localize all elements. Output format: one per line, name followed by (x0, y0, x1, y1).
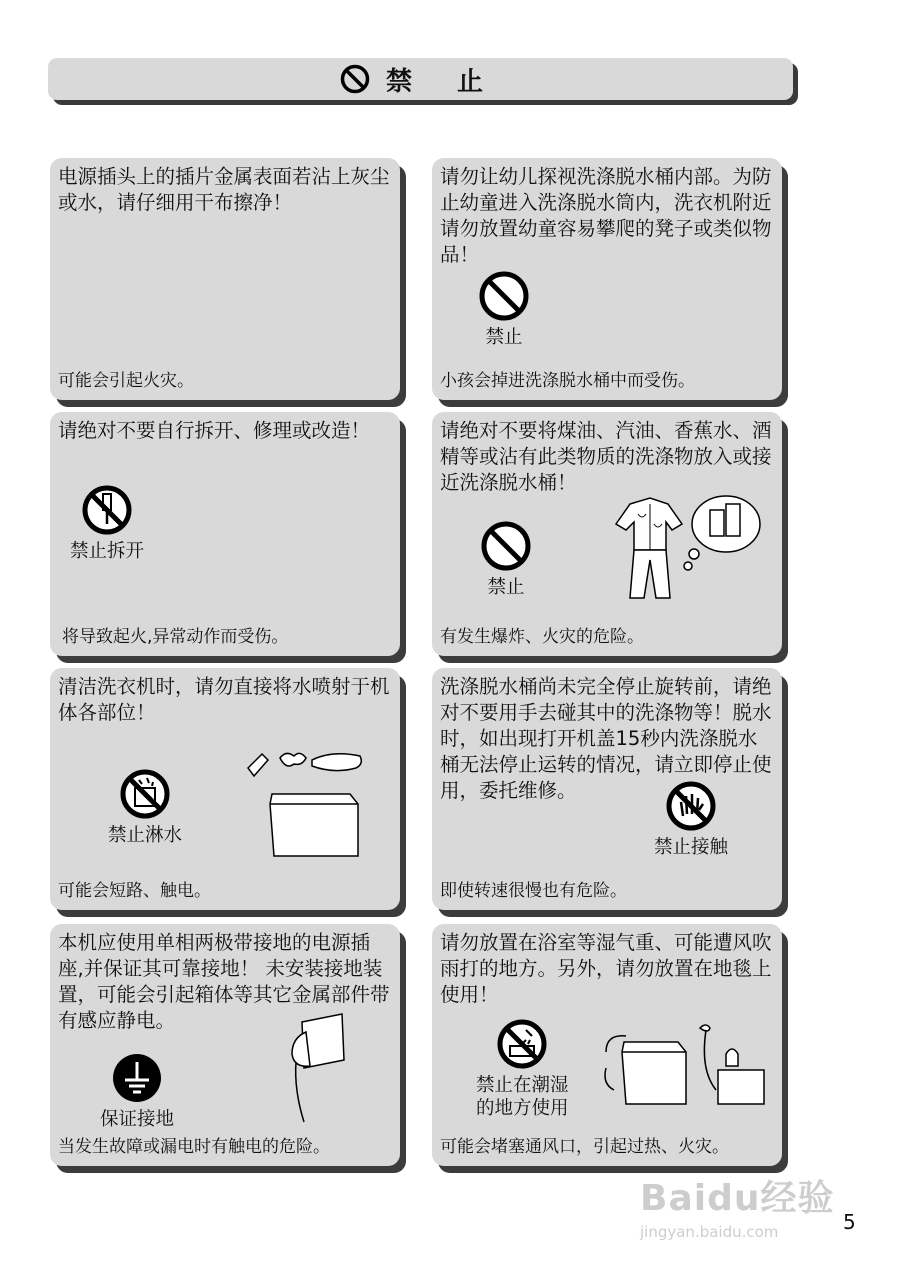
warning-card-disassembly (50, 412, 400, 656)
card-text: 洗涤脱水桶尚未完全停止旋转前，请绝对不要用手去碰其中的洗涤物等！脱水时，如出现打开机盖15秒内洗涤脱水桶无法停止运转的情况，请立即停止使用，委托维修。 (440, 675, 772, 802)
card-text: 请绝对不要将煤油、汽油、香蕉水、酒精等或沾有此类物质的洗涤物放入或接近洗涤脱水桶！ (440, 419, 772, 494)
no-humid-place-symbol (476, 1018, 569, 1120)
card-text: 请勿放置在浴室等湿气重、可能遭风吹雨打的地方。另外，请勿放置在地毯上使用！ (440, 931, 772, 1006)
prohibition-symbol (480, 520, 532, 600)
ground-symbol (100, 1052, 174, 1132)
no-water-spray-symbol (108, 768, 182, 848)
watermark (640, 1170, 834, 1241)
card-note: 将导致起火,异常动作而受伤。 (62, 627, 289, 647)
page-number: 5 (843, 1210, 856, 1234)
warning-card-grounding (50, 924, 400, 1166)
prohibition-symbol (478, 270, 530, 350)
warning-card-humid-place (432, 924, 782, 1166)
card-text: 本机应使用单相两极带接地的电源插座,并保证其可靠接地！ 未安装接地装置，可能会引起箱体等其它金属部件带有感应静电。 (58, 931, 390, 1032)
card-note: 可能会引起火灾。 (58, 371, 194, 391)
watermark-url: jingyan.baidu.com (640, 1223, 779, 1241)
no-disassembly-icon (81, 484, 133, 536)
warning-card-spinning-tub (432, 668, 782, 910)
card-text: 请绝对不要自行拆开、修理或改造！ (58, 419, 371, 442)
symbol-label: 禁止拆开 (70, 541, 145, 562)
prohibition-icon (340, 64, 370, 94)
prohibition-icon (480, 520, 532, 572)
watermark-brand: Baidu经验 (640, 1178, 835, 1219)
warning-card-flammables (432, 412, 782, 656)
card-note: 即使转速很慢也有危险。 (440, 881, 627, 901)
card-note: 当发生故障或漏电时有触电的危险。 (58, 1137, 330, 1157)
no-humid-place-icon (496, 1018, 548, 1070)
card-text: 清洁洗衣机时，请勿直接将水喷射于机体各部位！ (58, 675, 390, 724)
bathroom-washer-illustration (598, 1018, 770, 1118)
clothes-and-bottles-illustration (610, 494, 762, 604)
symbol-label: 禁止淋水 (108, 825, 183, 846)
symbol-label: 禁止 (485, 327, 523, 348)
prohibition-icon (478, 270, 530, 322)
card-text: 请勿让幼儿探视洗涤脱水桶内部。为防止幼童进入洗涤脱水筒内，洗衣机附近请勿放置幼童容易攀爬的凳子或类似物品！ (440, 165, 772, 266)
section-header (48, 58, 793, 100)
card-note: 小孩会掉进洗涤脱水桶中而受伤。 (440, 371, 695, 391)
card-note: 可能会堵塞通风口，引起过热、火灾。 (440, 1137, 729, 1157)
spraying-washer-illustration (240, 740, 370, 862)
warning-card-children (432, 158, 782, 400)
no-disassembly-symbol (70, 484, 144, 564)
warning-card-plug-cleaning (50, 158, 400, 400)
page-title: 禁 止 (385, 66, 502, 97)
card-note: 有发生爆炸、火灾的危险。 (440, 627, 644, 647)
card-text: 电源插头上的插片金属表面若沾上灰尘或水，请仔细用干布擦净！ (58, 165, 390, 214)
no-touch-symbol (654, 780, 728, 860)
no-touch-icon (665, 780, 717, 832)
symbol-label: 禁止 (487, 577, 525, 598)
symbol-label: 禁止接触 (654, 837, 729, 858)
warning-card-water-spray (50, 668, 400, 910)
ground-icon (111, 1052, 163, 1104)
plug-socket-illustration (282, 1012, 352, 1124)
card-note: 可能会短路、触电。 (58, 881, 211, 901)
symbol-label: 保证接地 (100, 1109, 175, 1130)
no-water-spray-icon (119, 768, 171, 820)
symbol-label: 禁止在潮湿 的地方使用 (476, 1075, 569, 1119)
